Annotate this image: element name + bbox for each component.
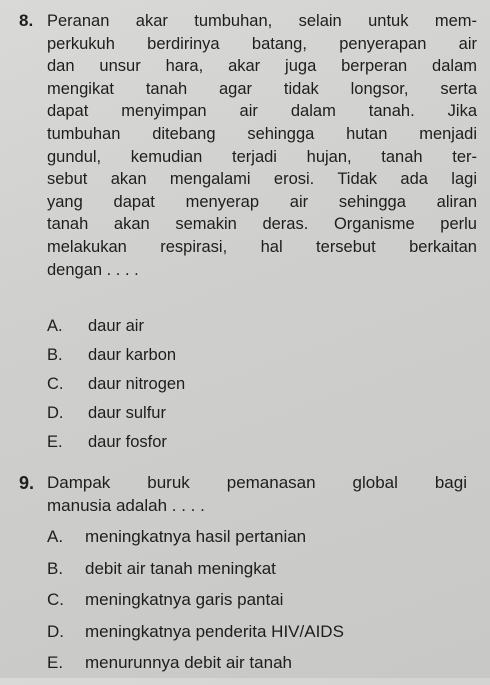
- option-letter: D.: [47, 404, 64, 422]
- option-letter: E.: [47, 653, 64, 672]
- question-line: Peranan akar tumbuhan, selain untuk mem-: [47, 12, 477, 30]
- question-line: Dampak buruk pemanasan global bagi: [47, 473, 467, 492]
- option-letter: B.: [47, 558, 64, 578]
- option-letter: C.: [47, 590, 64, 609]
- question-line: tanah akan semakin deras. Organisme perlu: [47, 215, 477, 234]
- question-line: melakukan respirasi, hal tersebut berkaitan: [47, 237, 477, 256]
- question-line: sebut akan mengalami erosi. Tidak ada lagi: [47, 170, 477, 189]
- question-text: [47, 10, 477, 281]
- option-text: daur nitrogen: [88, 375, 186, 393]
- option-letter: C.: [47, 375, 64, 393]
- option-text: meningkatnya garis pantai: [85, 590, 284, 609]
- option-text: daur fosfor: [88, 433, 167, 451]
- option-letter: B.: [47, 346, 63, 364]
- question-line: dengan . . . .: [47, 260, 139, 279]
- question-line: manusia adalah . . . .: [47, 495, 205, 515]
- option-letter: D.: [47, 621, 64, 641]
- question-line: perkukuh berdirinya batang, penyerapan air: [47, 34, 477, 53]
- option-text: meningkatnya penderita HIV/AIDS: [85, 621, 344, 641]
- option-text: debit air tanah meningkat: [85, 558, 276, 578]
- question-line: mengikat tanah agar tidak longsor, serta: [47, 79, 477, 98]
- option-letter: E.: [47, 433, 63, 451]
- question-line: gundul, kemudian terjadi hujan, tanah ter-: [47, 147, 477, 166]
- question-text: [47, 472, 467, 517]
- option-text: daur karbon: [88, 346, 177, 364]
- question-line: yang dapat menyerap air sehingga aliran: [47, 192, 477, 211]
- question-line: dan unsur hara, akar juga berperan dalam: [47, 57, 477, 76]
- question-line: dapat menyimpan air dalam tanah. Jika: [47, 102, 477, 121]
- question-number: 8.: [19, 11, 34, 30]
- option-letter: A.: [47, 527, 64, 546]
- option-text: daur air: [88, 317, 144, 335]
- question-number: 9.: [19, 473, 35, 493]
- question-line: tumbuhan ditebang sehingga hutan menjadi: [47, 124, 477, 143]
- option-letter: A.: [47, 317, 63, 335]
- option-text: meningkatnya hasil pertanian: [85, 527, 307, 546]
- option-text: menurunnya debit air tanah: [85, 653, 292, 672]
- option-text: daur sulfur: [88, 404, 166, 422]
